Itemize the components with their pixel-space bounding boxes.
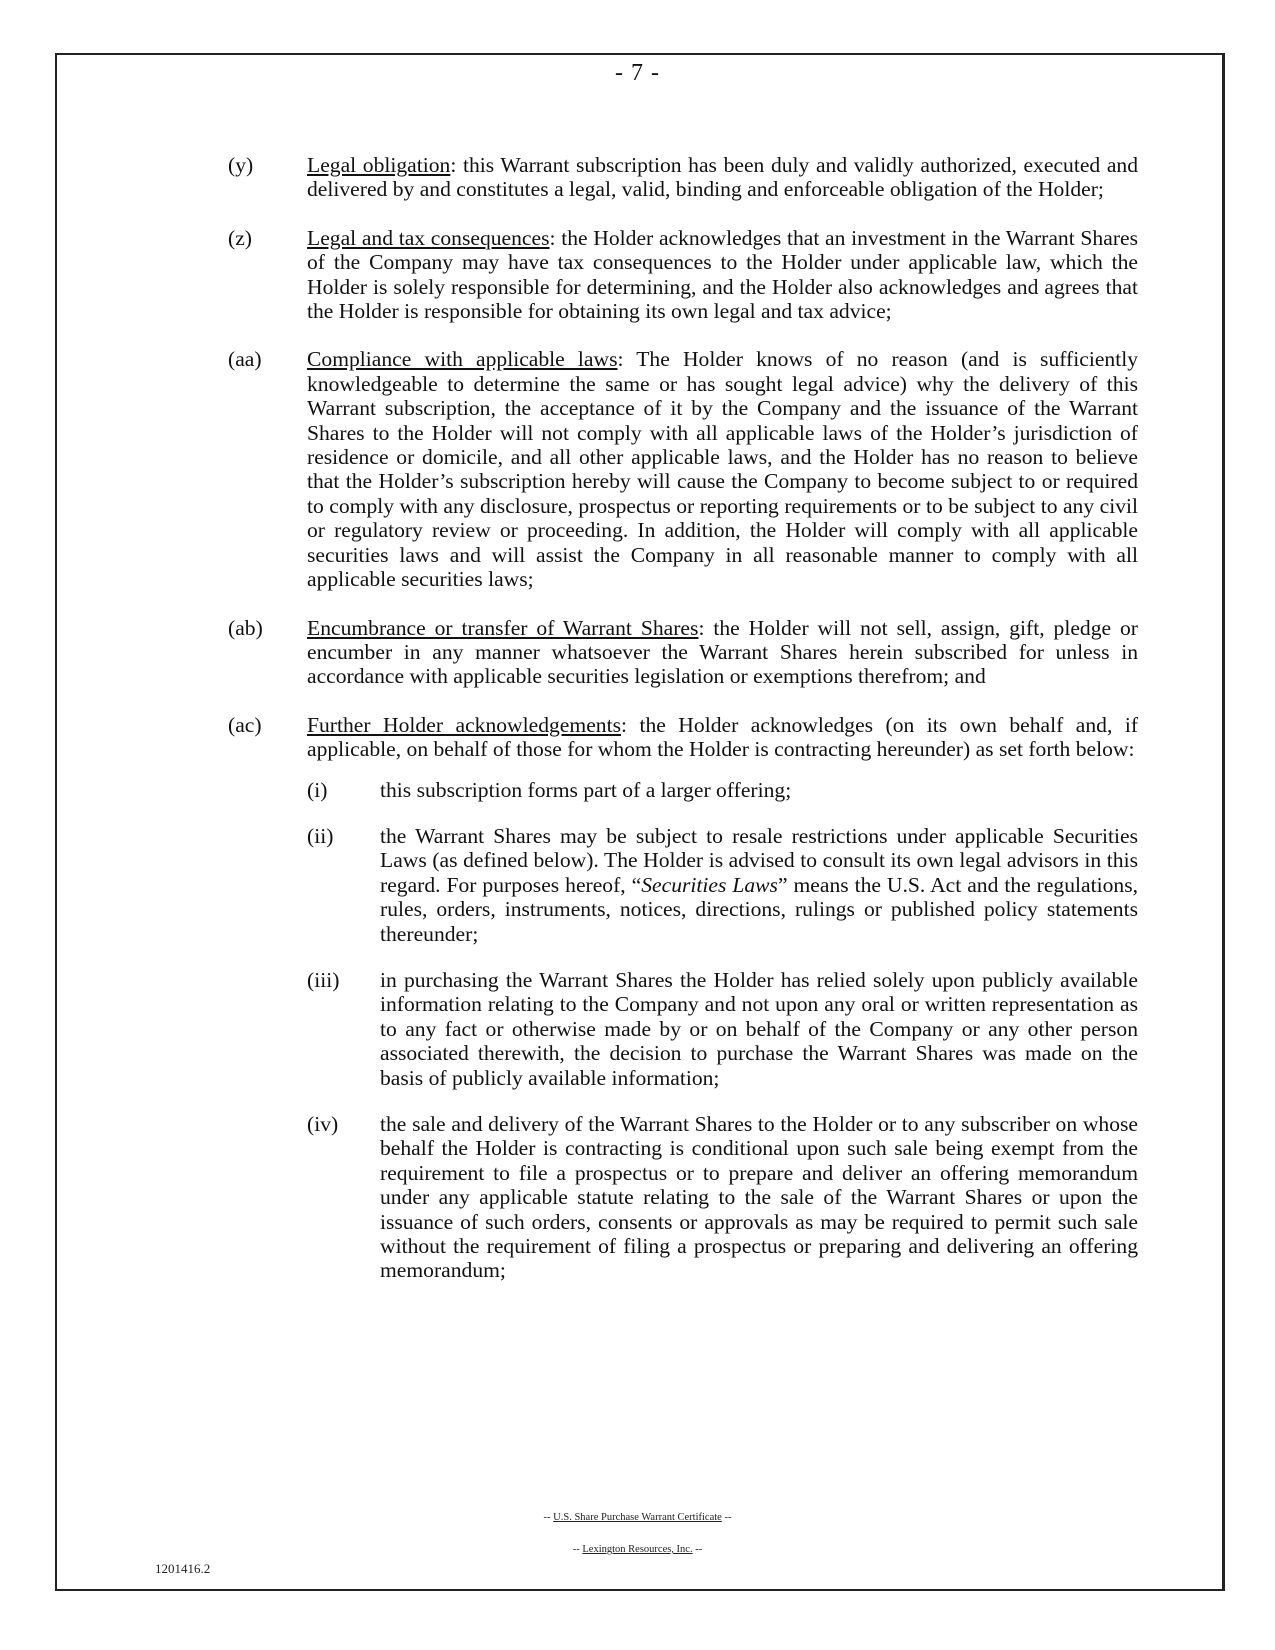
document-id: 1201416.2 [155, 1561, 211, 1576]
clause-label: (ac) [228, 712, 262, 737]
page-number: - 7 - [615, 60, 660, 86]
footer-dash: -- [724, 1512, 732, 1523]
clause-label: (y) [228, 153, 254, 177]
footer-dash: -- [695, 1544, 703, 1555]
footer-company-text: Lexington Resources, Inc. [582, 1544, 693, 1555]
subclause-text-continued: ” means the U.S. Act and the regulations, rules, orders, instruments, notices, directions, rulings or published policy statements thereunder; [380, 872, 1139, 946]
clause-heading: Encumbrance or transfer of Warrant Shares [307, 615, 699, 640]
subclause-text: the sale and delivery of the Warrant Shares to the Holder or to any subscriber on whose behalf the Holder is contracting is conditional upon such sale being exempt from the requirement to file a prospectus or to prepare and deliver an offering memorandum under any applicable statute relating to the sale of the Warrant Shares or upon the issuance of such orders, consents or approvals as may be required to permit such sale without the requirement of filing a prospectus or preparing and delivering an offering memorandum; [380, 1112, 1138, 1283]
clause-text: : The Holder knows of no reason (and is sufficiently knowledgeable to determine the same or has sought legal advice) why the delivery of this Warrant subscription, the acceptance of it by the Company and the issuance of the Warrant Shares to the Holder will not comply with all applicable laws of the Holder’s jurisdiction of residence or domicile, and all other applicable laws, and the Holder has no reason to believe that the Holder’s subscription hereby will cause the Company to become subject to or required to comply with any disclosure, prospectus or reporting requirements or to be subject to any civil or regulatory review or proceeding. In addition, the Holder will comply with all applicable securities laws and will assist the Company in all reasonable manner to comply with all applicable securities laws; [307, 347, 1138, 592]
subclause-label: (ii) [307, 823, 334, 848]
subclause-ii [307, 824, 1138, 946]
clause-label: (z) [228, 225, 252, 250]
footer-dash: -- [572, 1544, 580, 1555]
subclause-text: the Warrant Shares may be subject to resale restrictions under applicable Securities Laws (as defined below). The Holder is advised to consult its own legal advisors in this regard. For purposes hereof, “ [380, 823, 1138, 897]
clause-label: (ab) [228, 615, 263, 640]
clause-text: : this Warrant subscription has been duly and validly authorized, executed and delivered by and constitutes a legal, valid, binding and enforceable obligation of the Holder; [307, 153, 1138, 202]
subclause-iv [307, 1112, 1138, 1283]
subclause-label: (i) [307, 777, 328, 802]
footer-company-name [0, 1544, 1275, 1555]
footer-certificate-title [0, 1512, 1275, 1523]
clause-label: (aa) [228, 347, 262, 372]
clause-heading: Legal and tax consequences [307, 225, 550, 250]
subclause-label: (iv) [307, 1112, 339, 1136]
subclause-text: this subscription forms part of a larger offering; [380, 777, 792, 802]
clause-aa [228, 347, 1138, 591]
clause-ac [228, 713, 1138, 1283]
document-body [228, 153, 1138, 1307]
defined-term: Securities Laws [641, 872, 778, 897]
footer-dash: -- [543, 1512, 551, 1523]
clause-z [228, 226, 1138, 324]
clause-y [228, 153, 1138, 202]
clause-text: : the Holder acknowledges (on its own behalf and, if applicable, on behalf of those for whom the Holder is contracting hereunder) as set forth below: [307, 712, 1139, 762]
subclause-iii [307, 968, 1138, 1090]
clause-heading: Compliance with applicable laws [307, 347, 618, 372]
subclause-label: (iii) [307, 967, 340, 992]
subclause-i [307, 778, 1138, 802]
clause-text: : the Holder acknowledges that an investment in the Warrant Shares of the Company may have tax consequences to the Holder under applicable law, which the Holder is solely responsible for determining, and the Holder also acknowledges and agrees that the Holder is responsible for obtaining its own legal and tax advice; [307, 225, 1138, 324]
clause-heading: Further Holder acknowledgements [307, 712, 621, 737]
subclause-text: in purchasing the Warrant Shares the Holder has relied solely upon publicly available information relating to the Company and not upon any oral or written representation as to any fact or otherwise made by or on behalf of the Company or any other person associated therewith, the decision to purchase the Warrant Shares was made on the basis of publicly available information; [380, 967, 1138, 1090]
clause-ab [228, 616, 1138, 689]
clause-heading: Legal obligation [307, 153, 451, 177]
footer-title-text: U.S. Share Purchase Warrant Certificate [553, 1512, 722, 1523]
subclause-list [307, 778, 1138, 1283]
clause-text: : the Holder will not sell, assign, gift, pledge or encumber in any manner whatsoever the Warrant Shares herein subscribed for unless in accordance with applicable securities legislation or exemptions therefrom; and [307, 615, 1138, 689]
